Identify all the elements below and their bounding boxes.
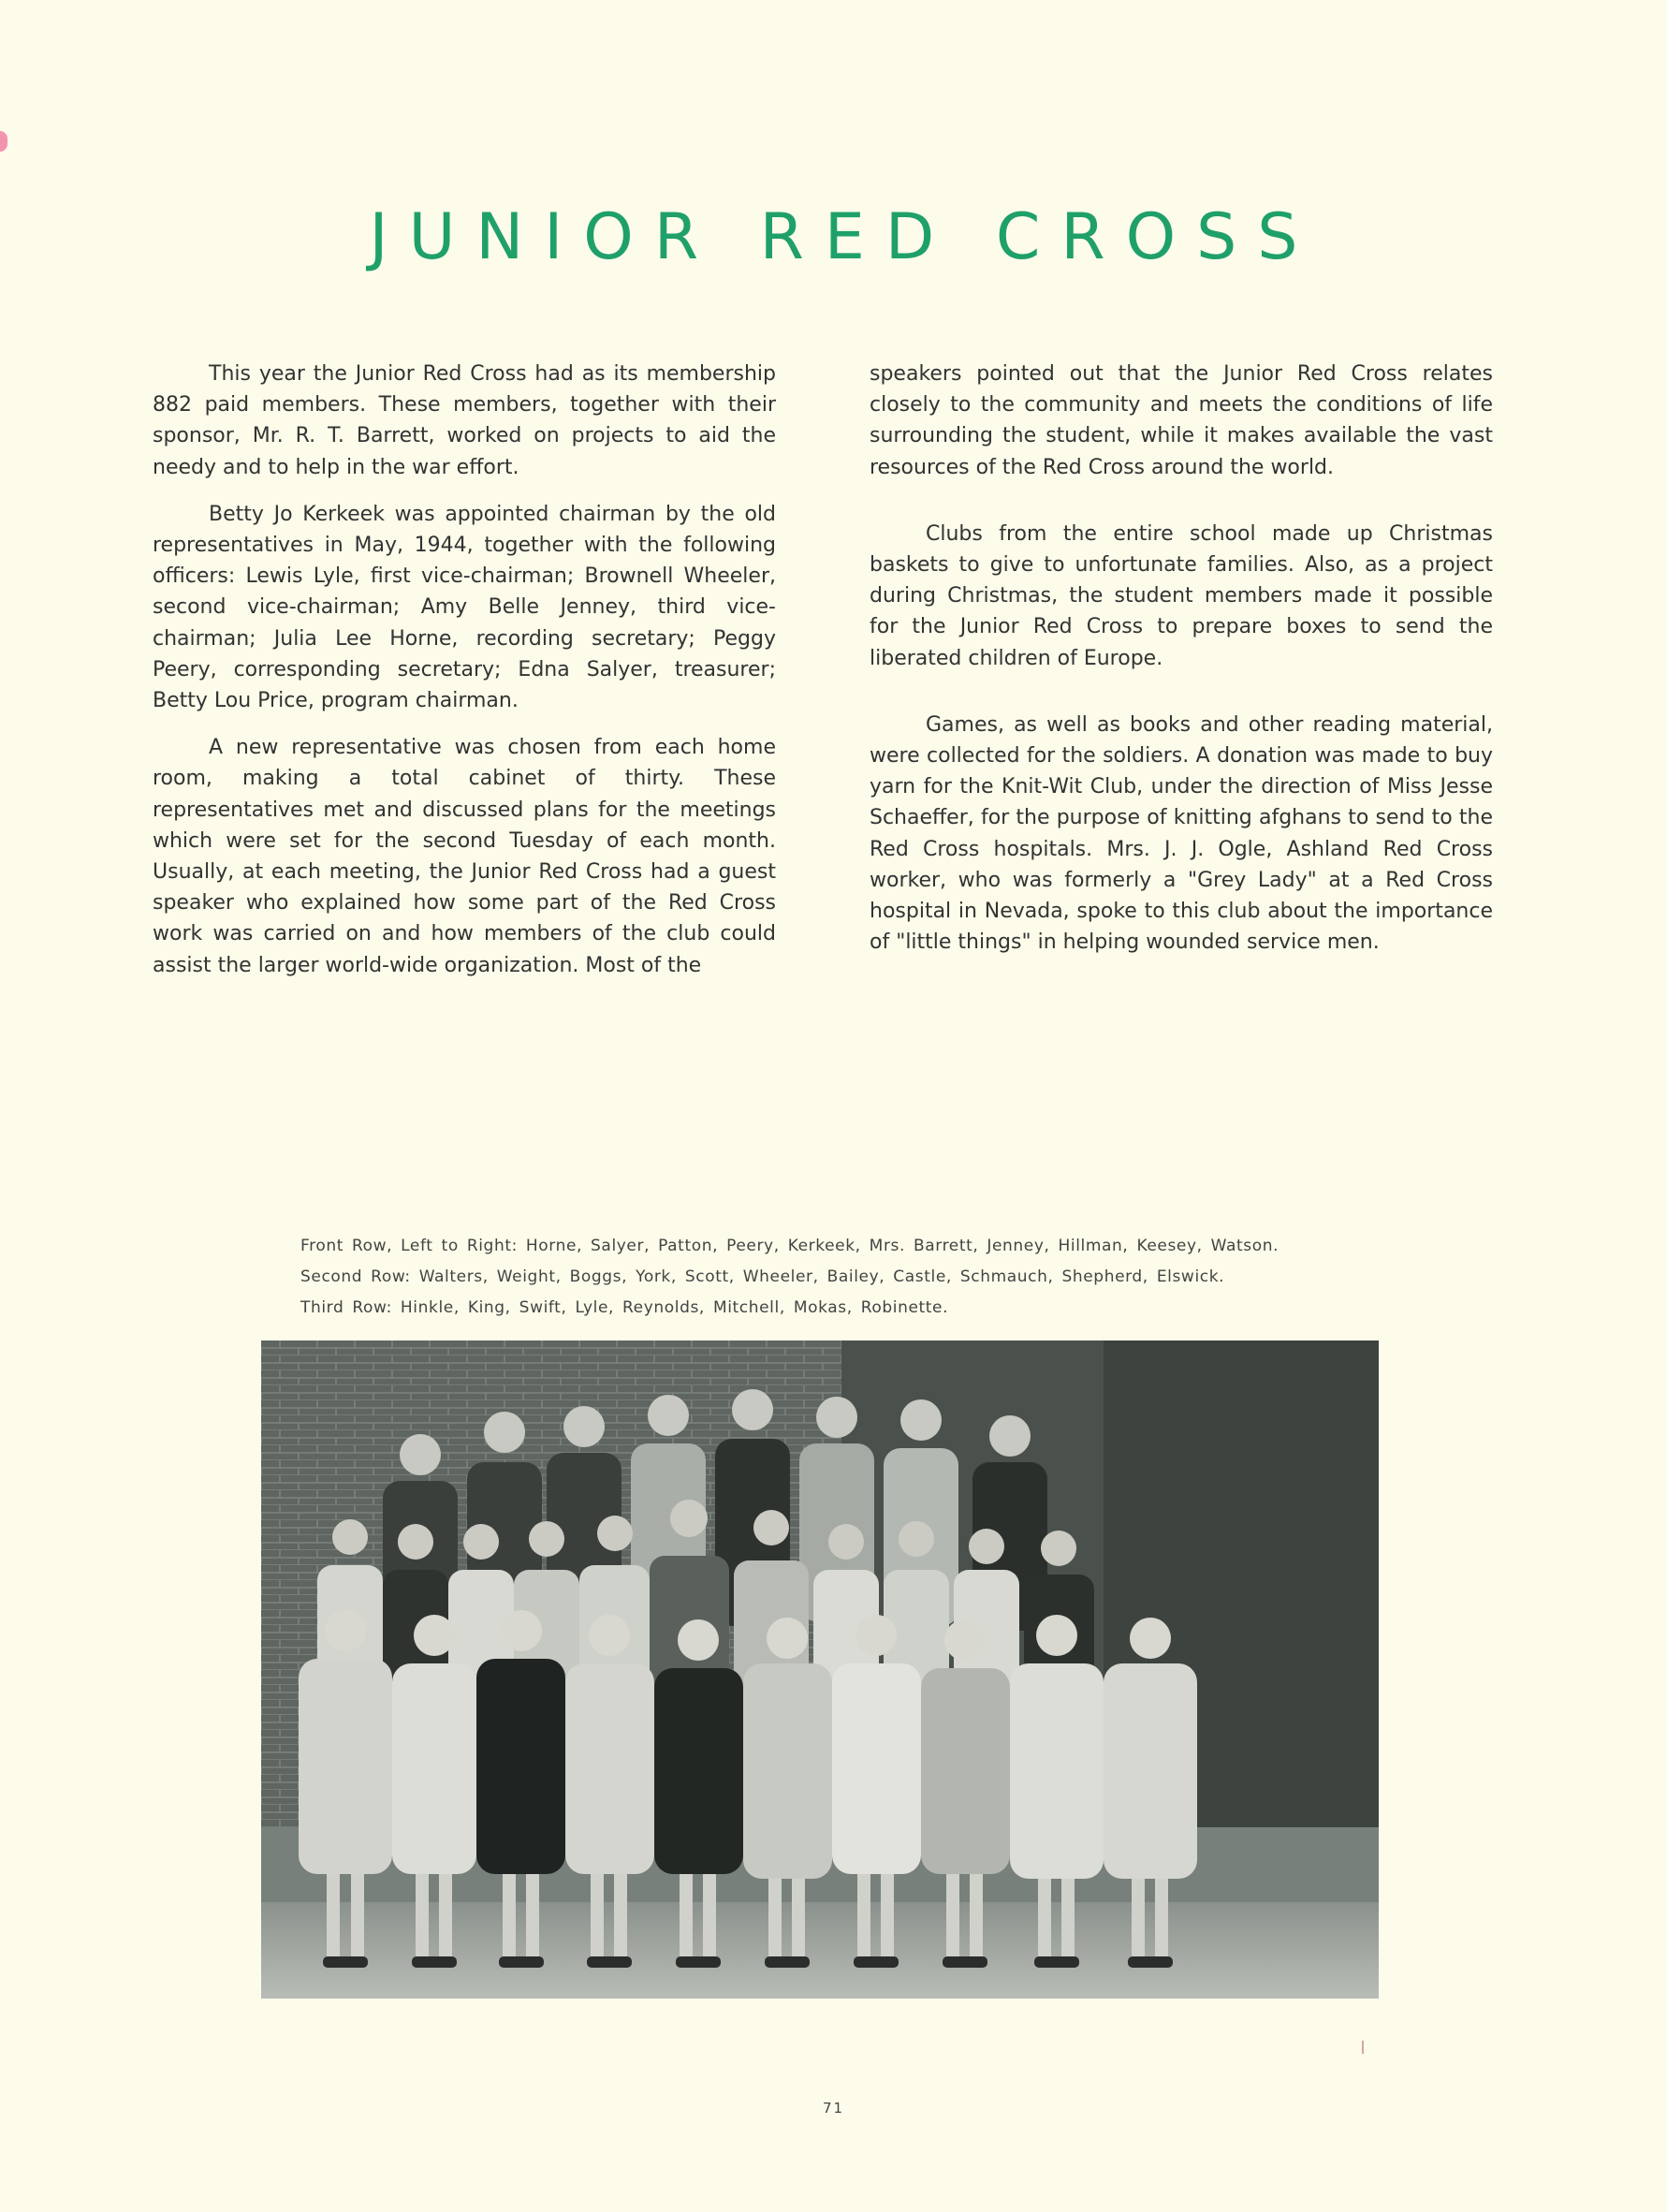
paragraph-representatives: A new representative was chosen from each home room, making a total cabinet of thirty. These representatives met and discussed plans for the meetings which were set for the second Tuesday of each month. Usually, at each meeting, the Junior Red Cross had a guest speaker who explained how some part of the Red Cross work was carried on and how members of the club could assist the larger world-wide organization. Most of the	[153, 736, 776, 977]
photo-caption	[300, 1231, 1279, 1324]
paragraph-donations: Games, as well as books and other reading material, were collected for the soldiers. A donation was made to buy yarn for the Knit-Wit Club, under the direction of Miss Jesse Schaeffer, for the purpose of knitting afghans to send to the Red Cross hospitals. Mrs. J. J. Ogle, Ashland Red Cross worker, who was formerly a "Grey Lady" at a Red Cross hospital in Nevada, spoke to this club about the importance of "little things" in helping wounded service men.	[870, 712, 1493, 955]
page-number: 71	[822, 2100, 845, 2117]
paragraph-christmas: Clubs from the entire school made up Christmas baskets to give to unfortunate families. Also, as a project during Christmas, the student members made it possible for the Junior Red Cross to prepare boxes to send the liberated children of Europe.	[870, 521, 1493, 670]
article-left-column	[153, 359, 776, 997]
group-photo	[261, 1340, 1379, 1999]
page-edge-mark	[0, 131, 7, 152]
paragraph-officers: Betty Jo Kerkeek was appointed chairman by the old representatives in May, 1944, together with the following officers: Lewis Lyle, first vice-chairman; Brownell Wheeler, second vice-chairman; Amy Belle Jenney, third vice-chairman; Julia Lee Horne, recording secretary; Peggy Peery, corresponding secretary; Edna Salyer, treasurer; Betty Lou Price, program chairman.	[153, 502, 776, 713]
caption-front-row: Front Row, Left to Right: Horne, Salyer, Patton, Peery, Kerkeek, Mrs. Barrett, Jenney, Hillman, Keesey, Watson.	[300, 1237, 1279, 1255]
page-title: JUNIOR RED CROSS	[369, 200, 1319, 274]
group-photo-illustration	[261, 1340, 1379, 1999]
paragraph-membership: This year the Junior Red Cross had as its membership 882 paid members. These members, together with their sponsor, Mr. R. T. Barrett, worked on projects to aid the needy and to help in the war effort.	[153, 362, 776, 479]
caption-third-row: Third Row: Hinkle, King, Swift, Lyle, Reynolds, Mitchell, Mokas, Robinette.	[300, 1298, 949, 1317]
article-right-column	[870, 359, 1493, 974]
stray-ink-mark	[1362, 2041, 1364, 2054]
ground	[261, 1902, 1379, 1999]
caption-second-row: Second Row: Walters, Weight, Boggs, York, Scott, Wheeler, Bailey, Castle, Schmauch, Shepherd, Elswick.	[300, 1267, 1225, 1286]
paragraph-speakers: speakers pointed out that the Junior Red Cross relates closely to the community and meets the conditions of life surrounding the student, while it makes available the vast resources of the Red Cross around the world.	[870, 362, 1493, 479]
